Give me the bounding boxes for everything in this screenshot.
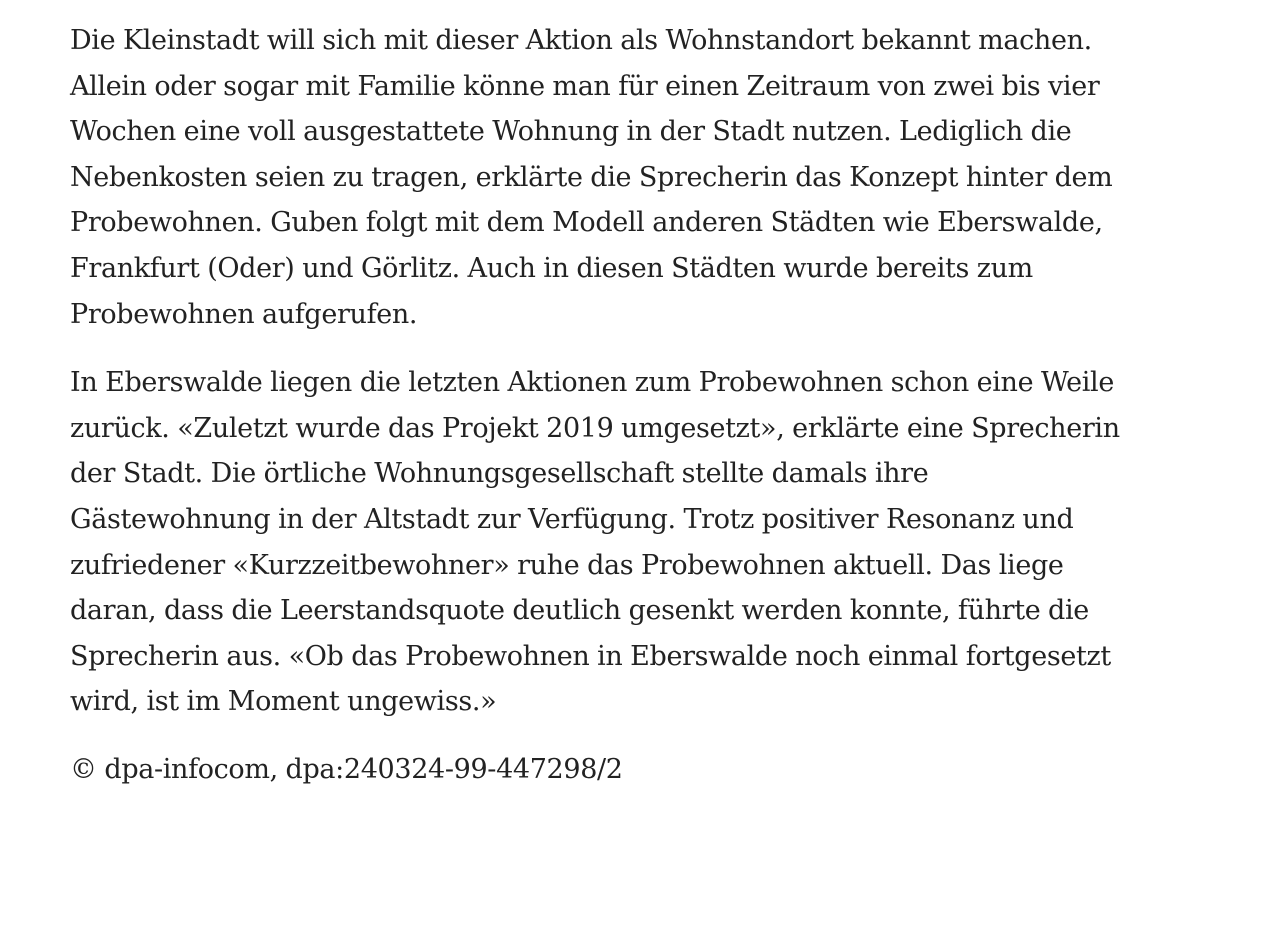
article-body bbox=[70, 18, 1200, 793]
paragraph-line: Sprecherin aus. «Ob das Probewohnen in Eberswalde noch einmal fortgesetzt bbox=[70, 640, 1111, 672]
paragraph-line: Gästewohnung in der Altstadt zur Verfügung. Trotz positiver Resonanz und bbox=[70, 503, 1074, 535]
paragraph-line: zurück. «Zuletzt wurde das Projekt 2019 umgesetzt», erklärte eine Sprecherin bbox=[70, 412, 1120, 444]
paragraph-line: Nebenkosten seien zu tragen, erklärte die Sprecherin das Konzept hinter dem bbox=[70, 161, 1113, 193]
paragraph-line: daran, dass die Leerstandsquote deutlich gesenkt werden konnte, führte die bbox=[70, 595, 1089, 627]
copyright-notice: © dpa-infocom, dpa:240324-99-447298/2 bbox=[70, 753, 623, 785]
article-paragraph-2 bbox=[70, 360, 1200, 725]
paragraph-line: Probewohnen aufgerufen. bbox=[70, 298, 418, 330]
paragraph-line: In Eberswalde liegen die letzten Aktionen zum Probewohnen schon eine Weile bbox=[70, 367, 1114, 399]
paragraph-line: zufriedener «Kurzzeitbewohner» ruhe das Probewohnen aktuell. Das liege bbox=[70, 549, 1064, 581]
paragraph-line: Die Kleinstadt will sich mit dieser Aktion als Wohnstandort bekannt machen. bbox=[70, 25, 1092, 56]
paragraph-line: Frankfurt (Oder) und Görlitz. Auch in diesen Städten wurde bereits zum bbox=[70, 252, 1033, 284]
paragraph-line: Wochen eine voll ausgestattete Wohnung in der Stadt nutzen. Lediglich die bbox=[70, 116, 1072, 148]
article-paragraph-1 bbox=[70, 18, 1200, 337]
paragraph-line: Allein oder sogar mit Familie könne man für einen Zeitraum von zwei bis vier bbox=[70, 70, 1100, 102]
paragraph-line: wird, ist im Moment ungewiss.» bbox=[70, 686, 497, 718]
paragraph-line: Probewohnen. Guben folgt mit dem Modell anderen Städten wie Eberswalde, bbox=[70, 207, 1103, 239]
paragraph-line: der Stadt. Die örtliche Wohnungsgesellschaft stellte damals ihre bbox=[70, 458, 929, 490]
